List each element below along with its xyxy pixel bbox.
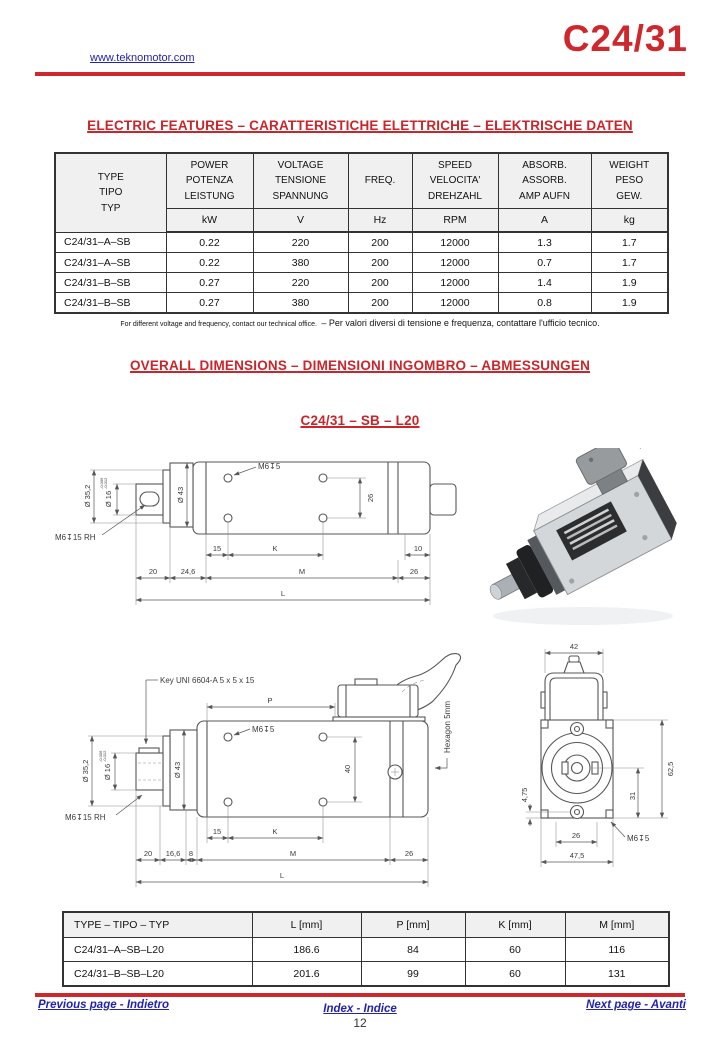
dim-label-26-rear: 26 bbox=[409, 567, 419, 576]
col-header-speed: SPEED VELOCITA' DREHZAHL bbox=[412, 153, 498, 209]
col-header-voltage: VOLTAGE TENSIONE SPANNUNG bbox=[253, 153, 348, 209]
col-header-type: TYPE TIPO TYP bbox=[55, 153, 166, 232]
cell: 1.9 bbox=[591, 273, 668, 293]
dim-label-62-5: 62,5 bbox=[666, 761, 675, 777]
cell: 131 bbox=[565, 962, 669, 987]
dim-label-20: 20 bbox=[148, 567, 158, 576]
note-english: For different voltage and frequency, contact our technical office. bbox=[120, 321, 317, 328]
dim-label-k: K bbox=[272, 827, 278, 836]
previous-page-link[interactable]: Previous page - Indietro bbox=[38, 999, 169, 1011]
cell: C24/31–B–SB bbox=[55, 273, 166, 293]
dim-label-dia-43: Ø 43 bbox=[176, 486, 185, 504]
key-label: Key UNI 6604-A 5 x 5 x 15 bbox=[160, 676, 255, 685]
dim-label-15: 15 bbox=[212, 827, 222, 836]
dimensions-table-header-row bbox=[63, 912, 669, 938]
dim-label-m: M bbox=[289, 849, 297, 858]
product-photo bbox=[468, 448, 706, 634]
dim-label-shaft-thread: M6↧15 RH bbox=[65, 813, 106, 822]
dim-label-hole-thread: M6↧5 bbox=[258, 462, 281, 471]
col-header-l: L [mm] bbox=[252, 912, 361, 938]
dim-label-dia-43: Ø 43 bbox=[173, 761, 182, 779]
dim-label-dia-35-2: Ø 35,2 bbox=[83, 484, 92, 508]
dim-label-26-rear: 26 bbox=[404, 849, 414, 858]
cell: 380 bbox=[253, 293, 348, 314]
cell: 186.6 bbox=[252, 938, 361, 962]
cell: 84 bbox=[361, 938, 465, 962]
cell: 60 bbox=[465, 938, 565, 962]
unit-cell: A bbox=[498, 209, 591, 233]
table-row bbox=[55, 293, 668, 314]
dim-label-42: 42 bbox=[569, 642, 579, 651]
dim-label-16-6: 16,6 bbox=[165, 849, 181, 858]
tolerance-lower: -0.012 bbox=[103, 477, 108, 489]
tolerance-upper: -0.006 bbox=[99, 477, 104, 489]
cell: C24/31–A–SB bbox=[55, 232, 166, 253]
cell: C24/31–B–SB bbox=[55, 293, 166, 314]
tolerance-lower: -0.012 bbox=[102, 750, 107, 762]
table-row bbox=[55, 232, 668, 253]
dim-label-15: 15 bbox=[212, 544, 222, 553]
col-header-power: POWER POTENZA LEISTUNG bbox=[166, 153, 253, 209]
cell: 0.22 bbox=[166, 232, 253, 253]
table-row bbox=[63, 962, 669, 987]
col-header-freq: FREQ. bbox=[348, 153, 412, 209]
header-divider bbox=[35, 72, 685, 76]
col-header-weight: WEIGHT PESO GEW. bbox=[591, 153, 668, 209]
dim-label-26-holes: 26 bbox=[366, 493, 375, 503]
voltage-note bbox=[0, 313, 720, 331]
table-row bbox=[63, 938, 669, 962]
index-link[interactable]: Index - Indice bbox=[323, 1003, 397, 1015]
footer-divider bbox=[35, 993, 685, 997]
cell: 200 bbox=[348, 293, 412, 314]
dimensions-section-heading: OVERALL DIMENSIONS – DIMENSIONI INGOMBRO – ABMESSUNGEN bbox=[129, 358, 591, 373]
dim-label-m: M bbox=[298, 567, 306, 576]
cell: 1.7 bbox=[591, 232, 668, 253]
dim-label-hole-thread: M6↧5 bbox=[627, 834, 650, 843]
electric-section-heading: ELECTRIC FEATURES – CARATTERISTICHE ELETTRICHE – ELEKTRISCHE DATEN bbox=[87, 118, 633, 133]
dim-label-47-5: 47,5 bbox=[569, 851, 585, 860]
cell: C24/31–B–SB–L20 bbox=[63, 962, 252, 987]
cell: 1.9 bbox=[591, 293, 668, 314]
cell: 116 bbox=[565, 938, 669, 962]
dim-label-k: K bbox=[272, 544, 278, 553]
unit-cell: kg bbox=[591, 209, 668, 233]
cell: 99 bbox=[361, 962, 465, 987]
dim-label-26: 26 bbox=[571, 831, 581, 840]
table-row bbox=[55, 273, 668, 293]
cell: C24/31–A–SB–L20 bbox=[63, 938, 252, 962]
dimension-drawing-front bbox=[488, 630, 720, 895]
cell: 0.27 bbox=[166, 273, 253, 293]
cell: 60 bbox=[465, 962, 565, 987]
cell: 0.7 bbox=[498, 253, 591, 273]
website-link[interactable]: www.teknomotor.com bbox=[90, 52, 195, 64]
hexagon-label: Hexagon 5mm bbox=[443, 700, 452, 754]
unit-cell: RPM bbox=[412, 209, 498, 233]
cell: 200 bbox=[348, 253, 412, 273]
cell: 0.22 bbox=[166, 253, 253, 273]
next-page-link[interactable]: Next page - Avanti bbox=[586, 999, 686, 1011]
page-number: 12 bbox=[353, 1016, 367, 1030]
dim-label-24-6: 24,6 bbox=[180, 567, 196, 576]
cell: 0.27 bbox=[166, 293, 253, 314]
cell: C24/31–A–SB bbox=[55, 253, 166, 273]
electric-table bbox=[54, 152, 669, 314]
dim-label-l: L bbox=[280, 589, 286, 598]
motor-outline bbox=[541, 656, 613, 819]
cell: 1.7 bbox=[591, 253, 668, 273]
dim-label-dia-35-2: Ø 35,2 bbox=[81, 759, 90, 783]
table-row bbox=[55, 253, 668, 273]
dim-label-dia-16: Ø 16 bbox=[103, 763, 112, 781]
col-header-m: M [mm] bbox=[565, 912, 669, 938]
cell: 200 bbox=[348, 273, 412, 293]
dim-label-l: L bbox=[279, 871, 285, 880]
dim-label-shaft-thread: M6↧15 RH bbox=[55, 533, 96, 542]
cell: 12000 bbox=[412, 253, 498, 273]
col-header-absorb: ABSORB. ASSORB. AMP AUFN bbox=[498, 153, 591, 209]
dim-label-31: 31 bbox=[628, 791, 637, 801]
dim-label-8: 8 bbox=[188, 849, 194, 858]
cell: 201.6 bbox=[252, 962, 361, 987]
unit-cell: V bbox=[253, 209, 348, 233]
col-header-k: K [mm] bbox=[465, 912, 565, 938]
cell: 1.4 bbox=[498, 273, 591, 293]
dim-label-10: 10 bbox=[413, 544, 423, 553]
model-variant-subheading: C24/31 – SB – L20 bbox=[300, 413, 420, 428]
cell: 220 bbox=[253, 232, 348, 253]
cell: 12000 bbox=[412, 232, 498, 253]
dim-label-20: 20 bbox=[143, 849, 153, 858]
tolerance-upper: -0.006 bbox=[98, 750, 103, 762]
cell: 1.3 bbox=[498, 232, 591, 253]
cell: 0.8 bbox=[498, 293, 591, 314]
cell: 380 bbox=[253, 253, 348, 273]
dim-label-hole-thread: M6↧5 bbox=[252, 725, 275, 734]
dimension-drawing-side-2 bbox=[30, 648, 480, 893]
col-header-p: P [mm] bbox=[361, 912, 465, 938]
page-title: C24/31 bbox=[562, 18, 688, 59]
cell: 12000 bbox=[412, 293, 498, 314]
cell: 200 bbox=[348, 232, 412, 253]
dim-label-40: 40 bbox=[343, 764, 352, 774]
dimensions-table bbox=[62, 911, 670, 987]
dim-label-p: P bbox=[267, 696, 273, 705]
cell: 220 bbox=[253, 273, 348, 293]
dim-label-dia-16: Ø 16 bbox=[104, 490, 113, 508]
note-italian: – Per valori diversi di tensione e frequenza, contattare l'ufficio tecnico. bbox=[321, 318, 600, 328]
dimension-drawing-side-1 bbox=[30, 448, 470, 613]
electric-table-header-row bbox=[55, 153, 668, 209]
dim-label-4-75: 4,75 bbox=[520, 787, 529, 803]
col-header-type: TYPE – TIPO – TYP bbox=[63, 912, 252, 938]
unit-cell: kW bbox=[166, 209, 253, 233]
unit-cell: Hz bbox=[348, 209, 412, 233]
cell: 12000 bbox=[412, 273, 498, 293]
